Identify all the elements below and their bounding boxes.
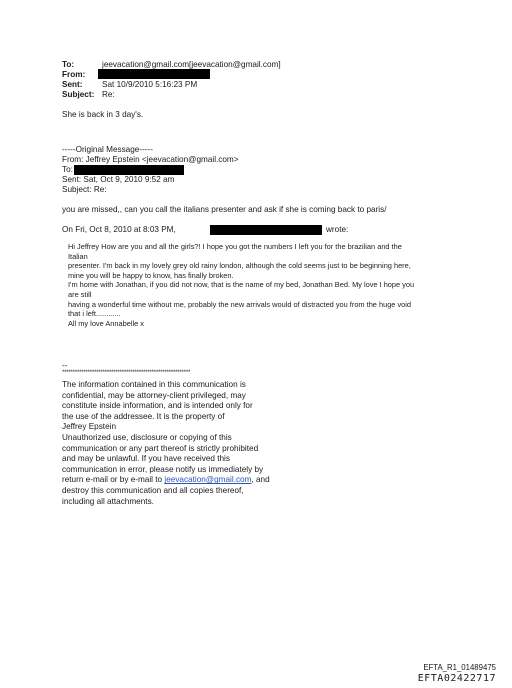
confidentiality-notice [62, 380, 270, 507]
quoted-line: Italian [68, 251, 88, 261]
to-label: To: [62, 60, 75, 69]
email-suffix: , and [251, 475, 270, 485]
notice-line: communication or any part thereof is strictly prohibited [62, 443, 259, 453]
footer-stars: ************************************************************ [62, 370, 191, 376]
quoted-message [68, 242, 414, 328]
reply-text: She is back in 3 day's. [62, 110, 144, 119]
notice-line: Unauthorized use, disclosure or copying of this [62, 432, 232, 442]
email-header [62, 60, 322, 102]
bates-number-1: EFTA_R1_01489475 [423, 663, 496, 672]
quoted-line: mine you will be happy to know, has finally broken. [68, 270, 234, 280]
to-value: jeevacation@gmail.com[jeevacation@gmail.com] [102, 60, 281, 69]
quoted-line: I'm home with Jonathan, if you did not now, that is the name of my bed, Jonathan Bed. My love I hope you [68, 280, 415, 290]
original-to-redaction [74, 165, 184, 175]
bates-number-2: EFTA02422717 [417, 673, 496, 684]
on-suffix: wrote: [326, 225, 349, 234]
sent-value: Sat 10/9/2010 5:16:23 PM [102, 80, 198, 89]
notice-line: the use of the addressee. It is the property of [62, 411, 225, 421]
original-from: From: Jeffrey Epstein <jeevacation@gmail.com> [62, 155, 239, 164]
original-to: To: [62, 165, 73, 174]
notice-line: The information contained in this communication is [62, 380, 246, 389]
email-prefix: return e-mail or by e-mail to [62, 475, 165, 485]
quoted-line: that i left............ [68, 309, 121, 319]
quoted-line: All my love Annabelle x [68, 318, 144, 328]
quoted-line: are still [68, 289, 92, 299]
notice-line: including all attachments. [62, 496, 154, 506]
quoted-line: Hi Jeffrey How are you and all the girls?! I hope you got the numbers I left you for the brazilian and the [68, 242, 402, 251]
quoted-line: having a wonderful time without me, probably the new arrivals would of distracted you from the huge void [68, 299, 412, 309]
notice-line: Jeffrey Epstein [62, 422, 117, 432]
email-link[interactable]: jeevacation@gmail.com [164, 475, 252, 485]
subject-value: Re: [102, 90, 115, 99]
notice-line: destroy this communication and all copies thereof, [62, 485, 244, 495]
original-divider: -----Original Message----- [62, 145, 153, 154]
notice-line: and may be unlawful. If you have received this [62, 454, 230, 464]
on-prefix: On Fri, Oct 8, 2010 at 8:03 PM, [62, 225, 176, 234]
quoted-line: presenter. I'm back in my lovely grey old rainy london, although the cold seems just to be beginning here, [68, 261, 411, 271]
original-body: you are missed,, can you call the italians presenter and ask if she is coming back to paris/ [62, 205, 387, 214]
notice-line: communication in error, please notify us immediately by [62, 464, 264, 474]
notice-line: confidential, may be attorney-client privileged, may [62, 390, 246, 400]
from-label: From: [62, 70, 86, 79]
notice-email-line [62, 475, 270, 486]
notice-line: constitute inside information, and is intended only for [62, 401, 253, 411]
original-subject: Subject: Re: [62, 185, 107, 194]
sent-label: Sent: [62, 80, 83, 89]
from-redaction [98, 69, 210, 79]
subject-label: Subject: [62, 90, 95, 99]
sender-redaction [210, 225, 322, 235]
footer-dashes: -- [62, 361, 68, 370]
original-sent: Sent: Sat, Oct 9, 2010 9:52 am [62, 175, 175, 184]
on-wrote-line [62, 225, 176, 236]
